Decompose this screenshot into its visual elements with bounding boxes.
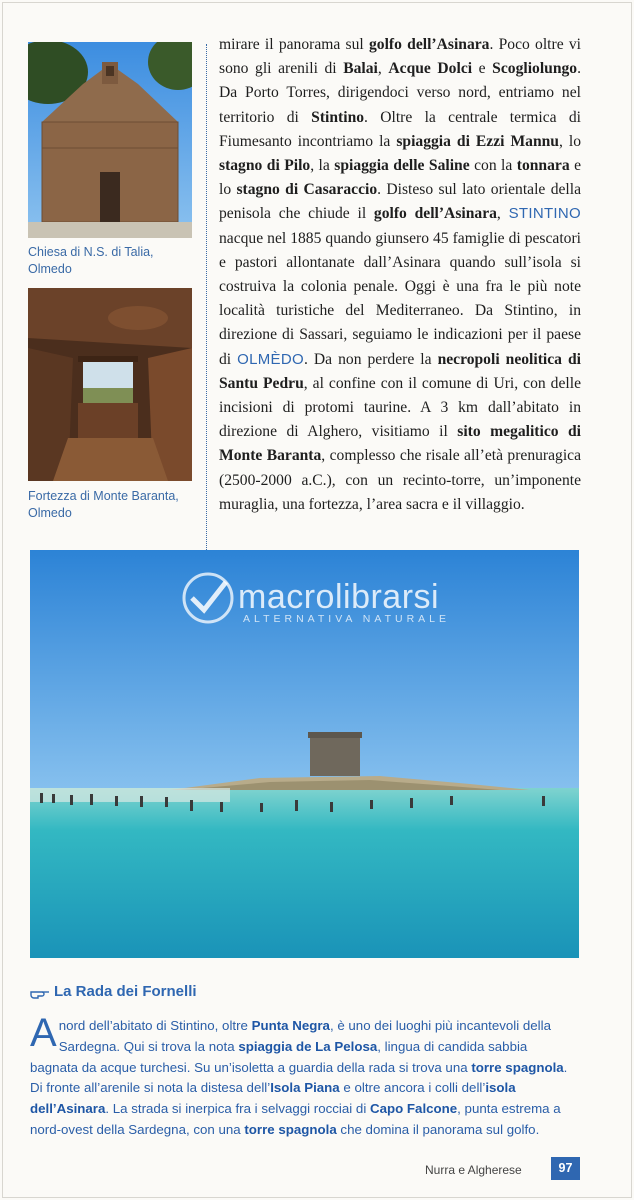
footer-section-label: Nurra e Algherese — [425, 1163, 522, 1177]
section-heading — [30, 983, 197, 1000]
section-title: La Rada dei Fornelli — [54, 983, 197, 1000]
place-name-olmedo: OLMÈDO — [237, 350, 304, 368]
drop-cap: A — [30, 1011, 57, 1055]
fortress-caption: Fortezza di Monte Baranta, Olmedo — [28, 489, 179, 520]
place-name-stintino: STINTINO — [508, 205, 581, 223]
page-number: 97 — [551, 1157, 580, 1180]
pointing-hand-icon — [30, 986, 50, 998]
church-photo — [28, 42, 192, 238]
fortress-photo — [28, 288, 192, 481]
main-body-text: mirare il panorama sul golfo dell’Asinara. Poco oltre vi sono gli arenili di Balai, Acque Dolci e Scogliolungo. Da Porto Torres, dirigendoci verso nord, entriamo nel territorio di Stintino. Oltre la centrale termica di Fiumesanto incontriamo la spiaggia di Ezzi Mannu, lo stagno di Pilo, la spiaggia delle Saline con la tonnara e lo stagno di Casaraccio. Disteso sul lato orientale della penisola che chiude il golfo dell’Asinara, STINTINO nacque nel 1885 quando giunsero 45 famiglie di pescatori e pastori allontanate dall’Asinara quando sull’isola si costruiva la colonia penale. Oggi è una fra le più note località turistiche del Mediterraneo. Da Stintino, in direzione di Sassari, seguiamo le indicazioni per il paese di OLMÈDO. Da non perdere la necropoli neolitica di Santu Pedru, al confine con il comune di Uri, con delle incisioni di protomi taurine. A 3 km dall’abitato in direzione di Alghero, visitiamo il sito megalitico di Monte Baranta, complesso che risale all’età prenuragica (2500-2000 a.C.), con un recinto-torre, un’imponente muraglia, una fortezza, l’area sacra e il villaggio. — [219, 36, 582, 513]
watermark-tagline: ALTERNATIVA NATURALE — [243, 613, 450, 625]
column-divider — [206, 44, 207, 550]
watermark-brand: macrolibrarsi — [238, 578, 440, 616]
section-body-text: A nord dell’abitato di Stintino, oltre Punta Negra, è uno dei luoghi più incantevoli della Sardegna. Qui si trova la nota spiaggia de La Pelosa, lingua di candida sabbia bagnata da acque turchesi. Su un’isoletta a guardia della rada si trova una torre spagnola. Di fronte all’arenile si nota la distesa dell’Isola Piana e oltre ancora i colli dell’isola dell’Asinara. La strada si inerpica fra i selvaggi rocciai di Capo Falcone, punta estrema a nord-ovest della Sardegna, con una torre spagnola che domina il panorama sul golfo. — [30, 1011, 568, 1137]
church-caption: Chiesa di N.S. di Talia, Olmedo — [28, 245, 154, 276]
